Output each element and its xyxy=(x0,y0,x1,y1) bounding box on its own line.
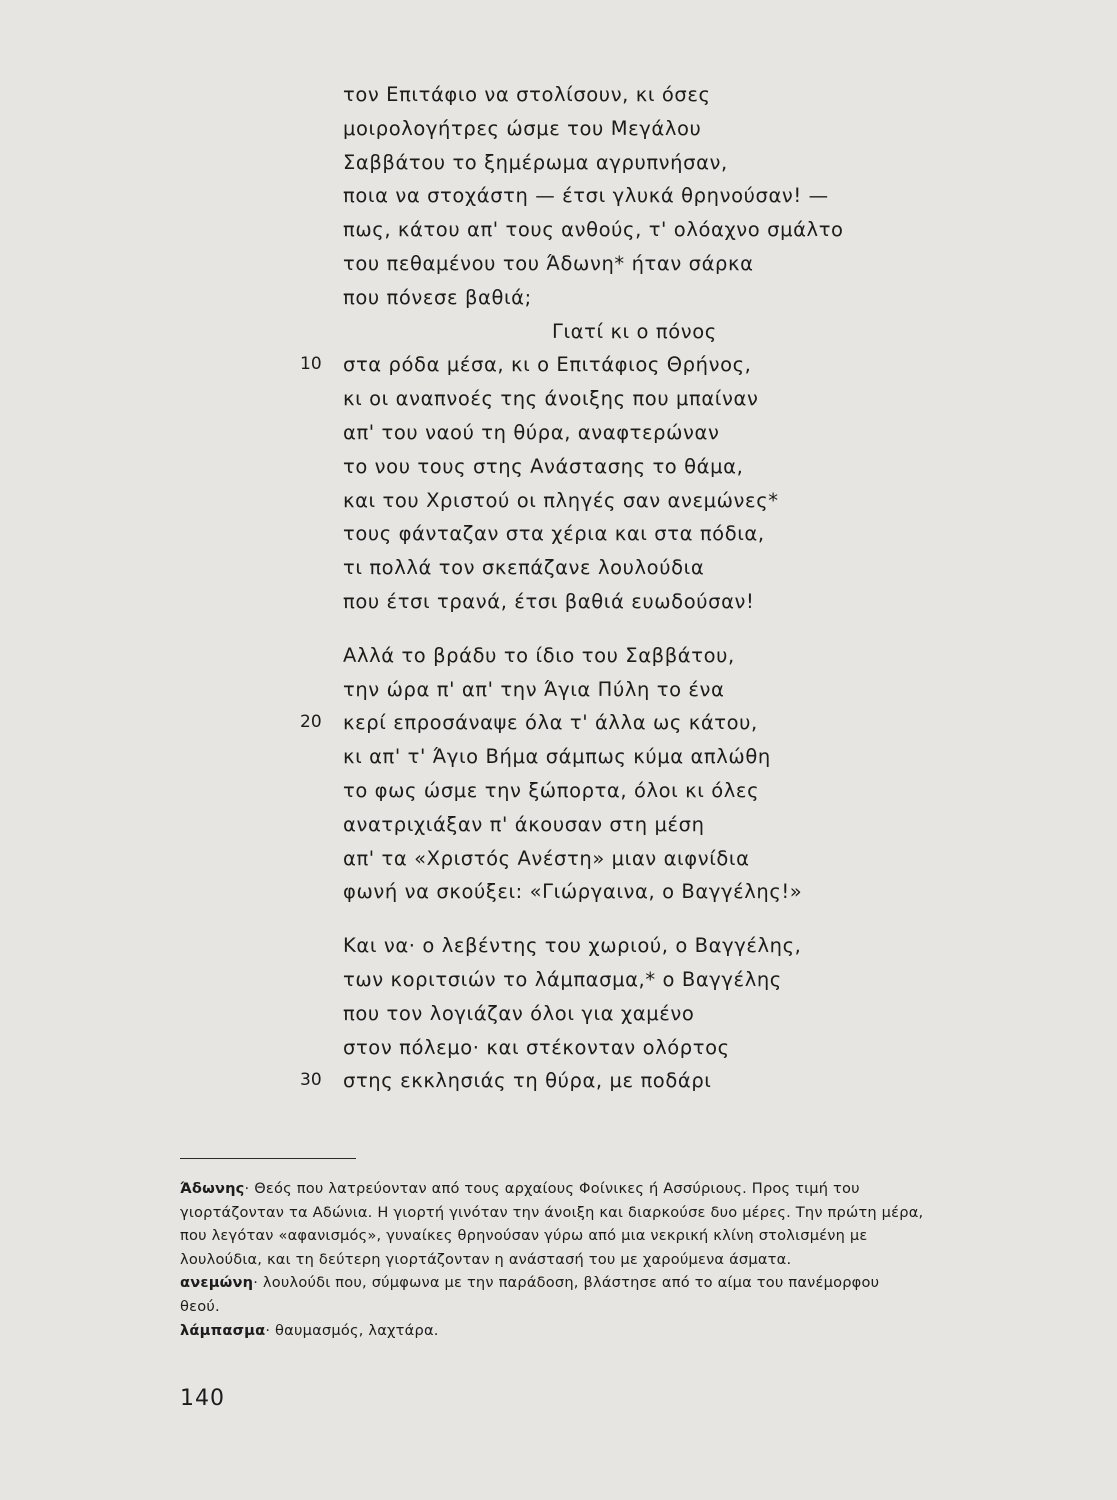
poem-line xyxy=(0,929,1117,963)
line-text: απ' τα «Χριστός Ανέστη» μιαν αιφνίδια xyxy=(343,846,750,870)
footnote-term: λάμπασμα xyxy=(180,1321,266,1339)
line-text: κι οι αναπνοές της άνοιξης που μπαίναν xyxy=(343,387,759,411)
poem-line xyxy=(0,382,1117,416)
footnote-term: ανεμώνη xyxy=(180,1274,254,1292)
stanza xyxy=(0,78,1117,619)
line-text: πως, κάτου απ' τους ανθούς, τ' ολόαχνο σμάλτο xyxy=(343,218,844,242)
line-text: το φως ώσμε την ξώπορτα, όλοι κι όλες xyxy=(343,778,760,802)
poem-line xyxy=(0,247,1117,281)
poem-line xyxy=(0,281,1117,315)
line-text: τους φάνταζαν στα χέρια και στα πόδια, xyxy=(343,522,765,546)
poem-line xyxy=(0,551,1117,585)
line-number: 30 xyxy=(300,1070,322,1091)
poem-line xyxy=(0,808,1117,842)
footnote-line xyxy=(180,1271,995,1295)
footnote-separator xyxy=(180,1158,356,1159)
footnote-line xyxy=(180,1295,995,1319)
footnote xyxy=(180,1319,995,1343)
poem-line xyxy=(0,179,1117,213)
poem-line xyxy=(0,963,1117,997)
footnote-line xyxy=(180,1224,995,1248)
poem-line xyxy=(0,78,1117,112)
line-text: μοιρολογήτρες ώσμε του Μεγάλου xyxy=(343,116,702,140)
line-text: κι απ' τ' Άγιο Βήμα σάμπως κύμα απλώθη xyxy=(343,745,771,769)
page-number: 140 xyxy=(180,1386,225,1411)
footnotes xyxy=(180,1177,995,1342)
poem xyxy=(0,78,1117,1118)
line-text: που τον λογιάζαν όλοι για χαμένο xyxy=(343,1001,695,1025)
poem-line xyxy=(0,348,1117,382)
footnote-text: · θαυμασμός, λαχτάρα. xyxy=(265,1321,439,1339)
line-text: και του Χριστού οι πληγές σαν ανεμώνες* xyxy=(343,488,779,512)
poem-line xyxy=(0,315,1117,349)
footnote-text: · λουλούδι που, σύμφωνα με την παράδοση, βλάστησε από το αίμα του πανέμορφου xyxy=(253,1274,880,1292)
line-text: ανατριχιάξαν π' άκουσαν στη μέση xyxy=(343,812,705,836)
poem-line xyxy=(0,416,1117,450)
line-text: Σαββάτου το ξημέρωμα αγρυπνήσαν, xyxy=(343,150,728,174)
footnote xyxy=(180,1177,995,1271)
line-text: στα ρόδα μέσα, κι ο Επιτάφιος Θρήνος, xyxy=(343,353,752,377)
line-text: τι πολλά τον σκεπάζανε λουλούδια xyxy=(343,556,705,580)
poem-line xyxy=(0,706,1117,740)
poem-line xyxy=(0,1031,1117,1065)
line-text: τον Επιτάφιο να στολίσουν, κι όσες xyxy=(343,83,711,106)
line-number: 10 xyxy=(300,354,322,375)
line-text: στον πόλεμο· και στέκονταν ολόρτος xyxy=(343,1035,730,1059)
line-text: Αλλά το βράδυ το ίδιο του Σαββάτου, xyxy=(343,643,735,667)
footnote xyxy=(180,1271,995,1318)
line-text: το νου τους στης Ανάστασης το θάμα, xyxy=(343,454,744,478)
line-text: την ώρα π' απ' την Άγια Πύλη το ένα xyxy=(343,677,725,701)
line-text: στης εκκλησιάς τη θύρα, με ποδάρι xyxy=(343,1069,712,1093)
poem-line xyxy=(0,673,1117,707)
line-text: φωνή να σκούξει: «Γιώργαινα, ο Βαγγέλης!» xyxy=(343,880,803,904)
poem-line xyxy=(0,774,1117,808)
line-text: του πεθαμένου του Άδωνη* ήταν σάρκα xyxy=(343,251,754,275)
poem-line xyxy=(0,450,1117,484)
line-text: ποια να στοχάστη — έτσι γλυκά θρηνούσαν! — xyxy=(343,184,829,208)
line-text: κερί επροσάναψε όλα τ' άλλα ως κάτου, xyxy=(343,711,758,735)
footnote-text: λουλούδια, και τη δεύτερη γιορτάζονταν η ανάστασή του με χαρούμενα άσματα. xyxy=(180,1250,792,1268)
poem-line xyxy=(0,842,1117,876)
line-text: των κοριτσιών το λάμπασμα,* ο Βαγγέλης xyxy=(343,967,782,991)
line-text: Γιατί κι ο πόνος xyxy=(552,319,717,343)
line-text: απ' του ναού τη θύρα, αναφτερώναν xyxy=(343,420,720,444)
poem-line xyxy=(0,585,1117,619)
footnote-term: Άδωνης xyxy=(180,1180,245,1197)
poem-line xyxy=(0,146,1117,180)
footnote-text: θεού. xyxy=(180,1297,220,1315)
footnote-line xyxy=(180,1319,995,1343)
line-text: που έτσι τρανά, έτσι βαθιά ευωδούσαν! xyxy=(343,589,755,613)
footnote-line xyxy=(180,1201,995,1225)
poem-line xyxy=(0,517,1117,551)
footnote-text: που λεγόταν «αφανισμός», γυναίκες θρηνούσαν γύρω από μια νεκρική κλίνη στολισμένη με xyxy=(180,1227,868,1245)
poem-line xyxy=(0,875,1117,909)
footnote-line xyxy=(180,1177,995,1201)
poem-line xyxy=(0,997,1117,1031)
poem-line xyxy=(0,484,1117,518)
line-text: που πόνεσε βαθιά; xyxy=(343,285,532,309)
poem-line xyxy=(0,639,1117,673)
stanza xyxy=(0,929,1117,1098)
poem-line xyxy=(0,1064,1117,1098)
stanza xyxy=(0,639,1117,909)
poem-line xyxy=(0,112,1117,146)
footnote-text: · Θεός που λατρεύονταν από τους αρχαίους Φοίνικες ή Ασσύριους. Προς τιμή του xyxy=(244,1180,860,1197)
footnote-text: γιορτάζονταν τα Αδώνια. Η γιορτή γινόταν την άνοιξη και διαρκούσε δυο μέρες. Την πρώτη μέρα, xyxy=(180,1203,924,1221)
line-text: Και να· ο λεβέντης του χωριού, ο Βαγγέλης, xyxy=(343,934,802,958)
footnote-line xyxy=(180,1248,995,1272)
line-number: 20 xyxy=(300,712,322,733)
poem-line xyxy=(0,740,1117,774)
poem-line xyxy=(0,213,1117,247)
